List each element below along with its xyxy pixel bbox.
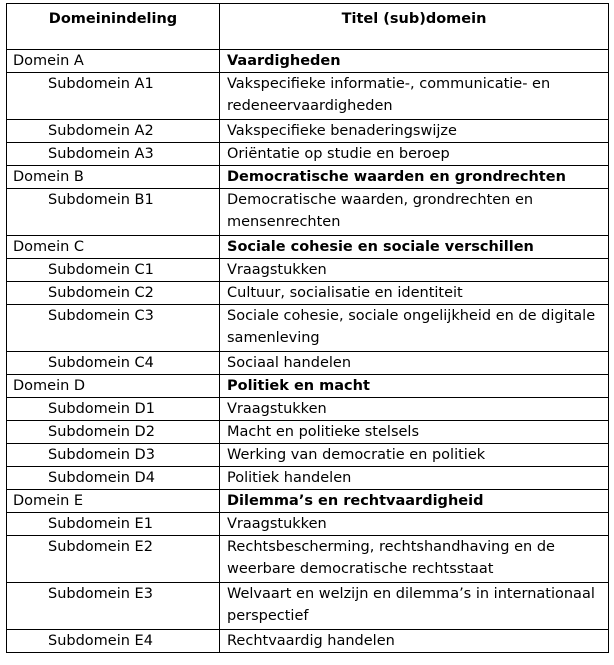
subdomain-title: Cultuur, socialisatie en identiteit xyxy=(220,282,609,305)
subdomain-code: Subdomein E4 xyxy=(7,630,220,653)
table-row-subdomain-d2 xyxy=(7,421,609,444)
subdomain-title: Welvaart en welzijn en dilemma’s in internationaal perspectief xyxy=(220,583,609,630)
subdomain-code: Subdomein C4 xyxy=(7,352,220,375)
table-row-subdomain-d3 xyxy=(7,444,609,467)
table-row-subdomain-e2 xyxy=(7,536,609,583)
subdomain-code: Subdomein A1 xyxy=(7,73,220,120)
subdomain-code: Subdomein E2 xyxy=(7,536,220,583)
domain-code: Domein A xyxy=(7,50,220,73)
subdomain-code: Subdomein E1 xyxy=(7,513,220,536)
subdomain-code: Subdomein D2 xyxy=(7,421,220,444)
subdomain-code: Subdomein D1 xyxy=(7,398,220,421)
subdomain-title: Oriëntatie op studie en beroep xyxy=(220,143,609,166)
subdomain-title: Democratische waarden, grondrechten en mensenrechten xyxy=(220,189,609,236)
subdomain-code: Subdomein B1 xyxy=(7,189,220,236)
table-row-domain-e xyxy=(7,490,609,513)
table-row-domain-c xyxy=(7,236,609,259)
table-row-domain-b xyxy=(7,166,609,189)
subdomain-title: Vraagstukken xyxy=(220,259,609,282)
header-domeinindeling: Domeinindeling xyxy=(7,4,220,50)
subdomain-code: Subdomein A2 xyxy=(7,120,220,143)
subdomain-code: Subdomein D4 xyxy=(7,467,220,490)
domain-title: Politiek en macht xyxy=(220,375,609,398)
table-row-domain-a xyxy=(7,50,609,73)
subdomain-code: Subdomein D3 xyxy=(7,444,220,467)
subdomain-title: Vakspecifieke benaderingswijze xyxy=(220,120,609,143)
table-row-subdomain-e4 xyxy=(7,630,609,653)
subdomain-title: Sociaal handelen xyxy=(220,352,609,375)
subdomain-title: Vraagstukken xyxy=(220,398,609,421)
table-row-subdomain-c3 xyxy=(7,305,609,352)
subdomain-title: Vraagstukken xyxy=(220,513,609,536)
subdomain-title: Sociale cohesie, sociale ongelijkheid en de digitale samenleving xyxy=(220,305,609,352)
domain-code: Domein E xyxy=(7,490,220,513)
subdomain-title: Rechtsbescherming, rechtshandhaving en de weerbare democratische rechtsstaat xyxy=(220,536,609,583)
subdomain-title: Werking van democratie en politiek xyxy=(220,444,609,467)
table-row-subdomain-c2 xyxy=(7,282,609,305)
domain-code: Domein B xyxy=(7,166,220,189)
table-row-subdomain-d4 xyxy=(7,467,609,490)
table-row-subdomain-a2 xyxy=(7,120,609,143)
table-row-subdomain-d1 xyxy=(7,398,609,421)
table-row-subdomain-e1 xyxy=(7,513,609,536)
header-row xyxy=(7,4,609,50)
table-row-subdomain-a1 xyxy=(7,73,609,120)
domain-code: Domein D xyxy=(7,375,220,398)
table-row-subdomain-e3 xyxy=(7,583,609,630)
domain-title: Vaardigheden xyxy=(220,50,609,73)
subdomain-code: Subdomein C3 xyxy=(7,305,220,352)
table-row-domain-d xyxy=(7,375,609,398)
subdomain-title: Rechtvaardig handelen xyxy=(220,630,609,653)
table-row-subdomain-a3 xyxy=(7,143,609,166)
subdomain-title: Vakspecifieke informatie-, communicatie- en redeneervaardigheden xyxy=(220,73,609,120)
subdomain-code: Subdomein E3 xyxy=(7,583,220,630)
domain-code: Domein C xyxy=(7,236,220,259)
subdomain-code: Subdomein A3 xyxy=(7,143,220,166)
subdomain-code: Subdomein C2 xyxy=(7,282,220,305)
subdomain-code: Subdomein C1 xyxy=(7,259,220,282)
domain-title: Dilemma’s en rechtvaardigheid xyxy=(220,490,609,513)
table-row-subdomain-b1 xyxy=(7,189,609,236)
table-row-subdomain-c1 xyxy=(7,259,609,282)
domain-title: Sociale cohesie en sociale verschillen xyxy=(220,236,609,259)
subdomain-title: Politiek handelen xyxy=(220,467,609,490)
domain-title: Democratische waarden en grondrechten xyxy=(220,166,609,189)
subdomain-title: Macht en politieke stelsels xyxy=(220,421,609,444)
domain-table xyxy=(6,3,609,653)
header-titel-subdomein: Titel (sub)domein xyxy=(220,4,609,50)
table-row-subdomain-c4 xyxy=(7,352,609,375)
